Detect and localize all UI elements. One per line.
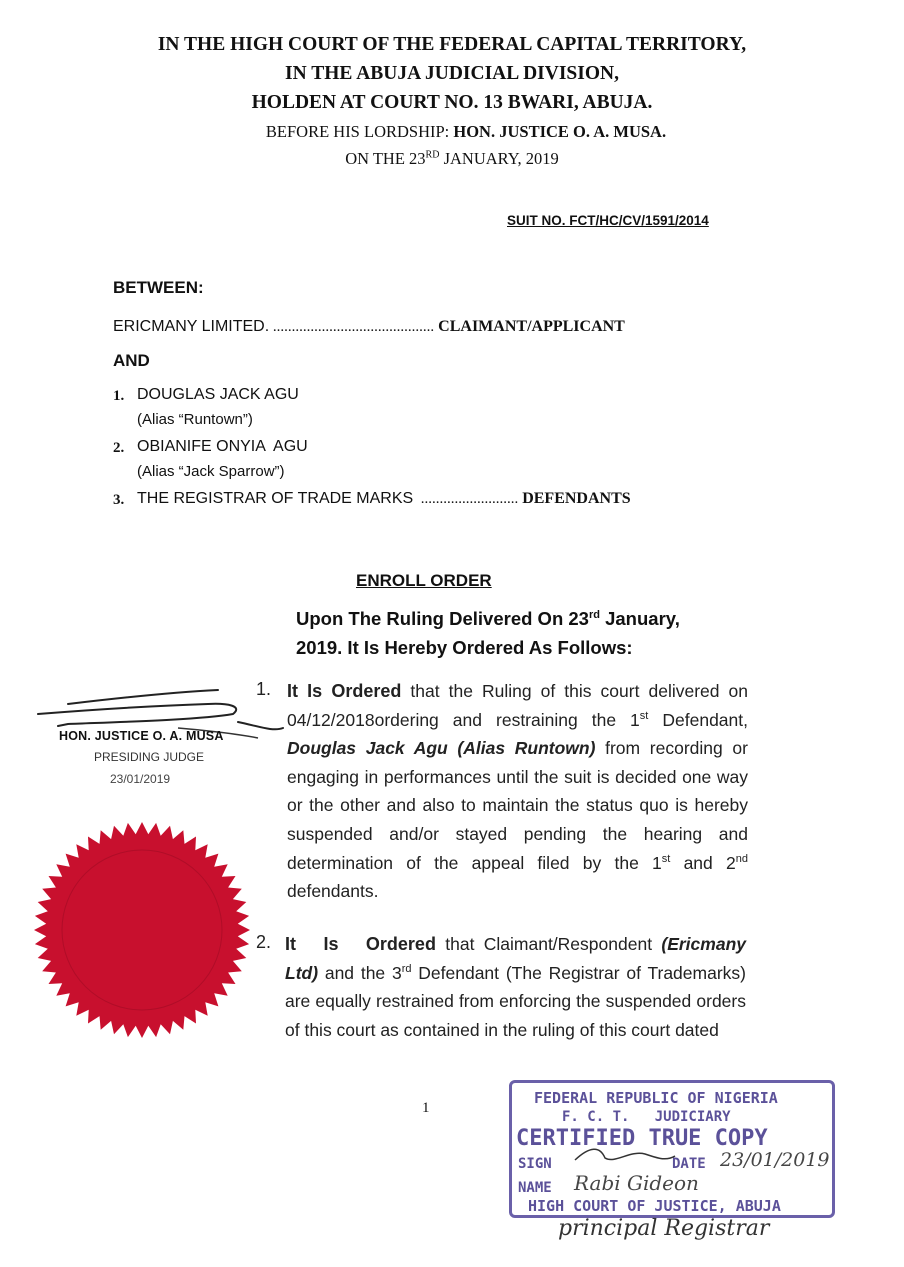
stamp-line-2: F. C. T. JUDICIARY xyxy=(562,1109,731,1125)
date-prefix: ON THE 23 xyxy=(345,149,426,168)
claimant-dots: ........................................... xyxy=(269,319,435,335)
page-number: 1 xyxy=(422,1100,430,1116)
stamp-line-3: CERTIFIED TRUE COPY xyxy=(516,1126,768,1151)
order-1-text xyxy=(287,677,748,906)
order-2-text xyxy=(285,930,746,1044)
claimant-name: ERICMANY LIMITED. xyxy=(113,318,270,335)
stamp-line-1: FEDERAL REPUBLIC OF NIGERIA xyxy=(534,1089,778,1107)
claimant-role: CLAIMANT/APPLICANT xyxy=(434,318,625,335)
date-sup: RD xyxy=(425,149,440,161)
before-line xyxy=(14,122,904,142)
order-1-lead: It Is Ordered xyxy=(287,681,402,701)
intro-a: Upon The Ruling Delivered On 23 xyxy=(296,608,589,629)
stamp-signature-scribble xyxy=(570,1142,680,1170)
order-2-claimant-name: (Ericmany Ltd) xyxy=(285,934,746,983)
hearing-date xyxy=(0,149,904,169)
defendants-role: DEFENDANTS xyxy=(518,490,631,507)
defendant-2-number: 2. xyxy=(113,440,125,456)
stamp-line-6: HIGH COURT OF JUSTICE, ABUJA xyxy=(528,1197,781,1215)
defendant-1-number: 1. xyxy=(113,388,125,404)
court-title-line-3: HOLDEN AT COURT NO. 13 BWARI, ABUJA. xyxy=(251,92,653,113)
order-1-number: 1. xyxy=(256,679,272,699)
order-1-sup2: st xyxy=(661,852,671,865)
enroll-intro-line-2: 2019. It Is Hereby Ordered As Follows: xyxy=(296,637,633,658)
suit-number: SUIT NO. FCT/HC/CV/1591/2014 xyxy=(507,213,709,228)
stamp-name-value: Rabi Gideon xyxy=(574,1171,699,1195)
seal-body xyxy=(34,822,250,1038)
defendant-1-name: DOUGLAS JACK AGU xyxy=(137,386,299,403)
date-suffix: JANUARY, 2019 xyxy=(439,149,559,168)
intro-b: January, xyxy=(599,608,680,629)
and-heading: AND xyxy=(113,351,150,370)
judge-signature-name: HON. JUSTICE O. A. MUSA xyxy=(59,729,224,743)
before-prefix: BEFORE HIS LORDSHIP: xyxy=(265,122,454,141)
defendant-3-line xyxy=(137,490,631,508)
red-seal-icon xyxy=(30,818,254,1042)
order-1-t2: Defendant, xyxy=(648,709,748,730)
order-1-t5: defendants. xyxy=(287,881,379,902)
claimant-line xyxy=(113,318,758,336)
order-2-lead: It Is Ordered xyxy=(285,934,436,954)
order-2-t3: Defendant (The Registrar of Trademarks) are equally restrained from enforcing the suspended orders of this court as contained in the ruling of this court dated xyxy=(285,962,746,1040)
order-1-sup1: st xyxy=(639,709,649,722)
defendant-dots: .......................... xyxy=(413,491,519,507)
stamp-date-value: 23/01/2019 xyxy=(720,1149,830,1171)
stamp-handwritten-title: principal Registrar xyxy=(558,1216,770,1241)
court-title-line-2: IN THE ABUJA JUDICIAL DIVISION, xyxy=(285,63,619,84)
stamp-sign-label: SIGN xyxy=(518,1156,552,1172)
order-2-t2: and the 3 xyxy=(318,962,402,983)
order-1-t3: from recording or engaging in performances until the suit is decided one way or the other and also to maintain the status quo is hereby suspended and/or stayed pending the hearing and determination of the appeal filed by the 1 xyxy=(287,738,748,873)
judge-name: HON. JUSTICE O. A. MUSA. xyxy=(453,122,667,141)
between-heading: BETWEEN: xyxy=(113,278,204,297)
defendant-3-name: THE REGISTRAR OF TRADE MARKS xyxy=(137,490,414,507)
stamp-name-label: NAME xyxy=(518,1180,552,1196)
defendant-2-name: OBIANIFE ONYIA AGU xyxy=(137,438,308,455)
order-1-t4: and 2 xyxy=(670,852,736,873)
defendant-1-alias: (Alias “Runtown”) xyxy=(137,411,253,428)
enroll-order-title: ENROLL ORDER xyxy=(356,571,492,590)
judge-signature-title: PRESIDING JUDGE xyxy=(94,750,205,764)
defendant-2-alias: (Alias “Jack Sparrow”) xyxy=(137,463,285,480)
defendant-3-number: 3. xyxy=(113,492,125,508)
court-title-line-1: IN THE HIGH COURT OF THE FEDERAL CAPITAL TERRITORY, xyxy=(157,34,747,55)
intro-sup: rd xyxy=(588,608,600,621)
stamp-date-label: DATE xyxy=(672,1156,706,1172)
order-1-sup3: nd xyxy=(735,852,748,865)
order-2-sup1: rd xyxy=(401,962,412,975)
enroll-intro-line-1 xyxy=(296,608,680,630)
order-2-number: 2. xyxy=(256,932,272,952)
order-2-t1: that Claimant/Respondent xyxy=(435,934,662,954)
judge-signature-date: 23/01/2019 xyxy=(110,772,171,786)
order-1-t1: that the Ruling of this court delivered on 04/12/2018ordering and restraining the 1 xyxy=(287,681,748,730)
order-1-defendant-name: Douglas Jack Agu (Alias Runtown) xyxy=(287,738,596,759)
